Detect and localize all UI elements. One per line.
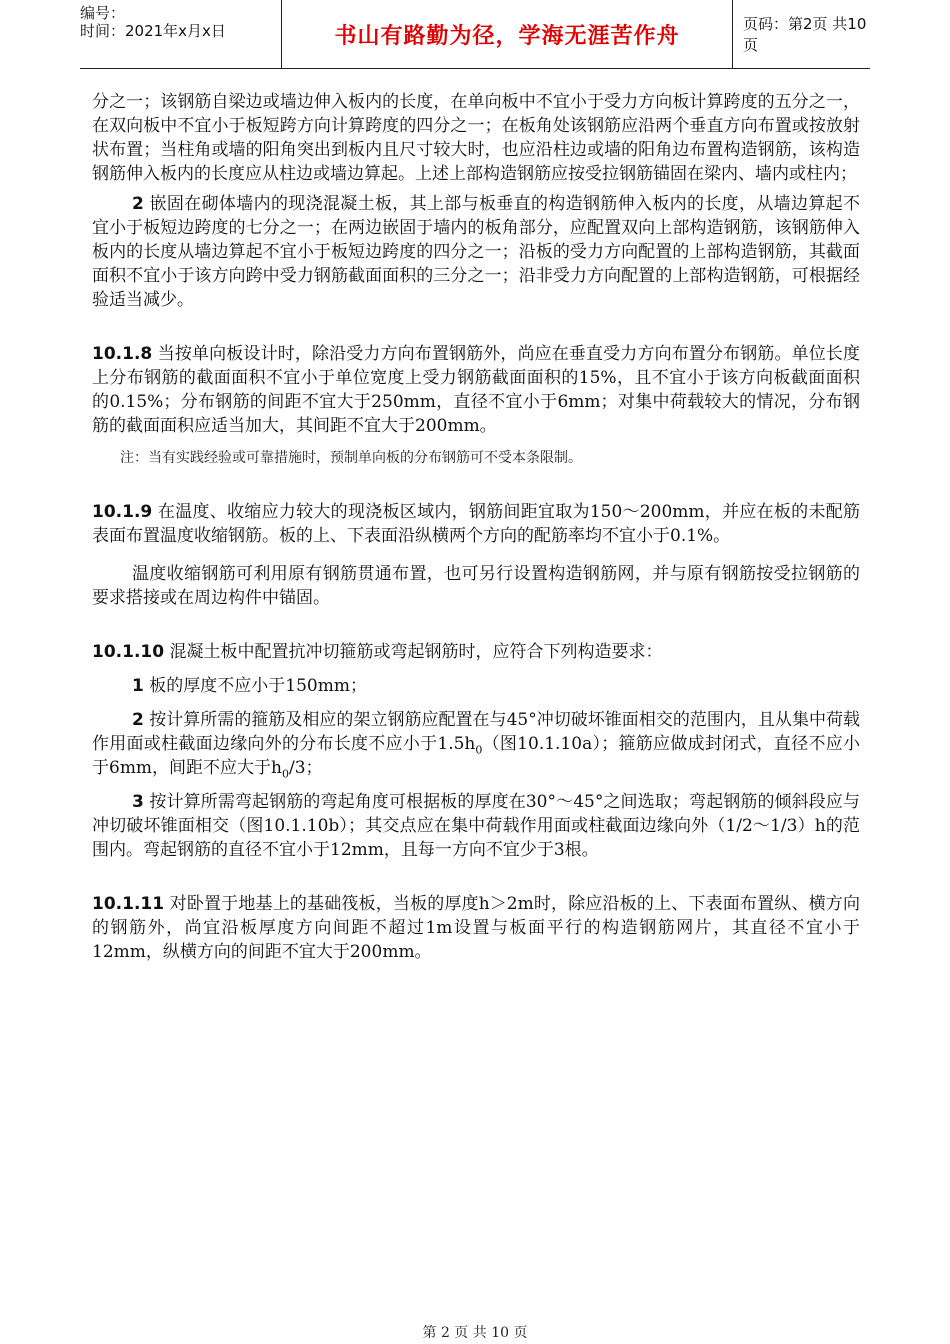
list-item xyxy=(92,708,860,780)
item-number: 2 xyxy=(132,194,144,214)
clause-text: 混凝土板中配置抗冲切箍筋或弯起钢筋时，应符合下列构造要求： xyxy=(169,642,663,662)
time-label: 时间：2021年x月x日 xyxy=(80,22,226,40)
clause-number: 10.1.11 xyxy=(92,894,165,914)
header-meta xyxy=(80,0,281,68)
subscript: 0 xyxy=(475,743,483,757)
clause-10-1-8 xyxy=(92,342,860,438)
paragraph xyxy=(92,192,860,312)
subscript: 0 xyxy=(282,767,290,781)
clause-text: 对卧置于地基上的基础筏板，当板的厚度h＞2m时，除应沿板的上、下表面布置纵、横方向的钢筋外，尚宜沿板厚度方向间距不超过1m设置与板面平行的构造钢筋网片，其直径不宜小于12mm，纵横方向的间距不宜大于200mm。 xyxy=(92,894,861,962)
page-header xyxy=(80,0,870,69)
clause-10-1-9 xyxy=(92,500,860,548)
item-number: 1 xyxy=(132,676,144,696)
clause-10-1-10 xyxy=(92,640,860,664)
item-text: （图10.1.10a）；箍筋应做成封闭式，直径不应小于6mm，间距不应大于h xyxy=(92,734,861,778)
item-text: 按计算所需弯起钢筋的弯起角度可根据板的厚度在30°～45°之间选取；弯起钢筋的倾斜段应与冲切破坏锥面相交（图10.1.10b）；其交点应在集中荷载作用面或柱截面边缘向外（1/2～1/3）h的范围内。弯起钢筋的直径不宜小于12mm，且每一方向不宜少于3根。 xyxy=(92,792,861,860)
header-motto: 书山有路勤为径，学海无涯苦作舟 xyxy=(281,0,733,68)
document-body xyxy=(92,90,860,964)
note: 注：当有实践经验或可靠措施时，预制单向板的分布钢筋可不受本条限制。 xyxy=(120,450,582,466)
clause-text: 在温度、收缩应力较大的现浇板区域内，钢筋间距宜取为150～200mm，并应在板的未配筋表面布置温度收缩钢筋。板的上、下表面沿纵横两个方向的配筋率均不宜小于0.1%。 xyxy=(92,502,860,546)
clause-number: 10.1.8 xyxy=(92,344,153,364)
clause-text: 当按单向板设计时，除沿受力方向布置钢筋外，尚应在垂直受力方向布置分布钢筋。单位长度上分布钢筋的截面面积不宜小于单位宽度上受力钢筋截面面积的15%，且不宜小于该方向板截面面积的0.15%；分布钢筋的间距不宜大于250mm，直径不宜小于6mm；对集中荷载较大的情况，分布钢筋的截面面积应适当加大，其间距不宜大于200mm。 xyxy=(92,344,861,436)
list-item xyxy=(92,674,860,698)
number-label: 编号： xyxy=(80,4,126,22)
paragraph: 分之一；该钢筋自梁边或墙边伸入板内的长度，在单向板中不宜小于受力方向板计算跨度的五分之一，在双向板中不宜小于板短跨方向计算跨度的四分之一；在板角处该钢筋应沿两个垂直方向布置或按放射状布置；当柱角或墙的阳角突出到板内且尺寸较大时，也应沿柱边或墙的阳角边布置构造钢筋，该构造钢筋伸入板内的长度应从柱边或墙边算起。上述上部构造钢筋应按受拉钢筋锚固在梁内、墙内或柱内； xyxy=(92,92,860,184)
paragraph-text: 嵌固在砌体墙内的现浇混凝土板，其上部与板垂直的构造钢筋伸入板内的长度，从墙边算起不宜小于板短边跨度的七分之一；在两边嵌固于墙内的板角部分，应配置双向上部构造钢筋，该钢筋伸入板内的长度从墙边算起不宜小于板短边跨度的四分之一；沿板的受力方向配置的上部构造钢筋，其截面面积不宜小于该方向跨中受力钢筋截面面积的三分之一；沿非受力方向配置的上部构造钢筋，可根据经验适当减少。 xyxy=(92,194,861,310)
list-item xyxy=(92,790,860,862)
item-number: 2 xyxy=(132,710,144,730)
paragraph: 温度收缩钢筋可利用原有钢筋贯通布置，也可另行设置构造钢筋网，并与原有钢筋按受拉钢筋的要求搭接或在周边构件中锚固。 xyxy=(92,564,860,608)
item-text: /3； xyxy=(289,758,323,778)
clause-10-1-11 xyxy=(92,892,860,964)
item-number: 3 xyxy=(132,792,144,812)
header-page-info: 页码：第2页 共10页 xyxy=(743,15,867,54)
page-footer: 第 2 页 共 10 页 xyxy=(422,1325,528,1341)
clause-number: 10.1.10 xyxy=(92,642,165,662)
item-text: 按计算所需的箍筋及相应的架立钢筋应配置在与45°冲切破坏锥面相交的范围内，且从集中荷载作用面或柱截面边缘向外的分布长度不应小于1.5h xyxy=(92,710,860,754)
item-text: 板的厚度不应小于150mm； xyxy=(149,676,367,696)
clause-number: 10.1.9 xyxy=(92,502,153,522)
